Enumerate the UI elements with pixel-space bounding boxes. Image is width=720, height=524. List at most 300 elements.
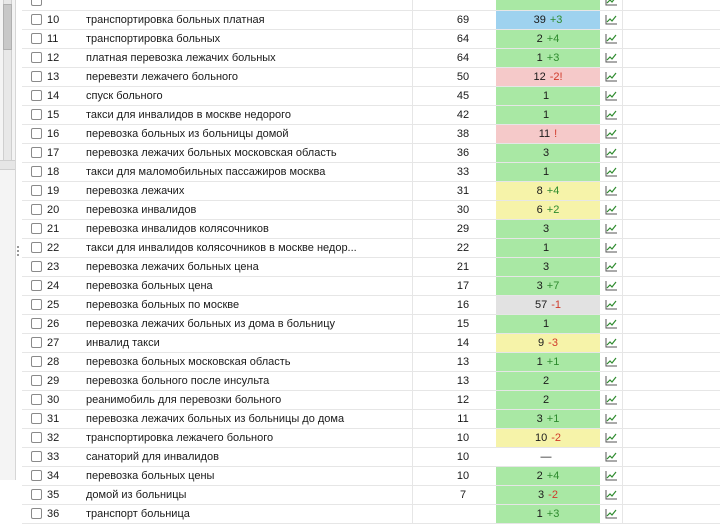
row-checkbox[interactable] [31,296,45,314]
row-checkbox[interactable] [31,372,45,390]
position-value: 2 [536,470,543,482]
row-number: 17 [47,147,60,159]
graph-button[interactable] [600,448,622,466]
table-row[interactable] [22,163,720,182]
line-chart-icon[interactable] [605,280,618,291]
table-row[interactable] [22,30,720,49]
line-chart-icon[interactable] [605,508,618,519]
graph-button[interactable] [600,30,622,48]
frequency-value: 33 [412,163,514,181]
column-divider [622,201,623,219]
table-row[interactable] [22,410,720,429]
table-row[interactable] [22,182,720,201]
line-chart-icon[interactable] [605,394,618,405]
line-chart-icon[interactable] [605,337,618,348]
row-number: 24 [47,280,60,292]
column-divider [622,410,623,428]
position-value: 11 [538,128,551,140]
row-number: 25 [47,299,60,311]
frequency-value: 21 [412,258,514,276]
table-row[interactable] [22,0,720,11]
column-divider [622,315,623,333]
line-chart-icon[interactable] [605,90,618,101]
checkbox-icon[interactable] [31,109,42,120]
checkbox-icon[interactable] [31,432,42,443]
graph-button[interactable] [600,296,622,314]
row-checkbox[interactable] [31,258,45,276]
checkbox-icon[interactable] [31,375,42,386]
graph-button[interactable] [600,315,622,333]
keyword-phrase: такси для маломобильных пассажиров москва [86,166,326,178]
row-number: 19 [47,185,60,197]
checkbox-icon[interactable] [31,33,42,44]
checkbox-icon[interactable] [31,185,42,196]
row-number: 10 [47,14,60,26]
table-row[interactable] [22,144,720,163]
frequency-value: 13 [412,372,514,390]
graph-button[interactable] [600,125,622,143]
keyword-phrase: перевезти лежачего больного [86,71,239,83]
column-divider [622,144,623,162]
position-value: 3 [536,280,543,292]
row-number: 18 [47,166,60,178]
keyword-phrase: перевозка больных цена [86,280,213,292]
frequency-value: 10 [412,467,514,485]
line-chart-icon[interactable] [605,318,618,329]
graph-button[interactable] [600,0,622,10]
row-number: 28 [47,356,60,368]
graph-button[interactable] [600,372,622,390]
position-cell [496,505,600,523]
position-change: -2 [551,432,562,444]
graph-button[interactable] [600,201,622,219]
row-checkbox[interactable] [31,220,45,238]
line-chart-icon[interactable] [605,166,618,177]
checkbox-icon[interactable] [31,166,42,177]
keyword-phrase: перевозка больных из больницы домой [86,128,289,140]
position-cell [496,372,600,390]
position-cell [496,410,600,428]
column-divider [622,239,623,257]
frequency-value: 45 [412,87,514,105]
keyword-phrase: транспортировка больных платная [86,14,265,26]
graph-button[interactable] [600,106,622,124]
column-divider [622,220,623,238]
checkbox-icon[interactable] [31,508,42,519]
table-row[interactable] [22,125,720,144]
table-row[interactable] [22,220,720,239]
checkbox-icon[interactable] [31,90,42,101]
row-checkbox[interactable] [31,391,45,409]
checkbox-icon[interactable] [31,52,42,63]
position-value: 57 [534,299,548,311]
position-cell [496,30,600,48]
line-chart-icon[interactable] [605,432,618,443]
table-row[interactable] [22,467,720,486]
splitter-grip-icon[interactable] [16,244,20,264]
checkbox-icon[interactable] [31,451,42,462]
row-checkbox[interactable] [31,87,45,105]
position-change: ! [554,128,558,140]
keyword-phrase: перевозка больного после инсульта [86,375,270,387]
checkbox-icon[interactable] [31,356,42,367]
row-number: 20 [47,204,60,216]
row-number: 22 [47,242,60,254]
row-number: 14 [47,90,60,102]
graph-button[interactable] [600,182,622,200]
graph-button[interactable] [600,68,622,86]
row-checkbox[interactable] [31,30,45,48]
frequency-value: 17 [412,277,514,295]
checkbox-icon[interactable] [31,280,42,291]
row-number: 13 [47,71,60,83]
position-cell [496,448,600,466]
keyword-phrase: транспортировка лежачего больного [86,432,274,444]
frequency-value: 30 [412,201,514,219]
row-checkbox[interactable] [31,125,45,143]
graph-button[interactable] [600,334,622,352]
position-value: 1 [542,109,550,121]
position-change: -1 [551,299,562,311]
row-number: 26 [47,318,60,330]
table-row[interactable] [22,315,720,334]
graph-button[interactable] [600,239,622,257]
graph-button[interactable] [600,277,622,295]
row-checkbox[interactable] [31,0,45,10]
column-divider [622,296,623,314]
position-cell [496,201,600,219]
frequency-value: 69 [412,11,514,29]
graph-button[interactable] [600,258,622,276]
line-chart-icon[interactable] [605,109,618,120]
position-value: 1 [542,166,550,178]
row-checkbox[interactable] [31,315,45,333]
row-checkbox[interactable] [31,353,45,371]
graph-button[interactable] [600,163,622,181]
column-divider [622,0,623,10]
position-cell [496,163,600,181]
line-chart-icon[interactable] [605,0,618,6]
keyword-phrase: перевозка больных цены [86,470,215,482]
row-checkbox[interactable] [31,410,45,428]
graph-button[interactable] [600,220,622,238]
line-chart-icon[interactable] [605,185,618,196]
row-checkbox[interactable] [31,49,45,67]
line-chart-icon[interactable] [605,52,618,63]
keyword-phrase: транспортировка больных [86,33,221,45]
row-number: 21 [47,223,60,235]
table-row[interactable] [22,68,720,87]
keyword-phrase: перевозка лежачих больных из больницы до дома [86,413,345,425]
keyword-phrase: перевозка лежачих [86,185,185,197]
position-change: +2 [546,204,560,216]
graph-button[interactable] [600,391,622,409]
line-chart-icon[interactable] [605,470,618,481]
row-checkbox[interactable] [31,429,45,447]
table-row[interactable] [22,49,720,68]
line-chart-icon[interactable] [605,413,618,424]
position-change: -2! [549,71,563,83]
column-divider [622,353,623,371]
checkbox-icon[interactable] [31,0,42,6]
position-cell [496,87,600,105]
keyword-phrase: перевозка инвалидов [86,204,197,216]
position-change: -2 [548,489,558,501]
graph-button[interactable] [600,87,622,105]
position-cell [496,277,600,295]
column-divider [622,125,623,143]
column-divider [622,448,623,466]
row-checkbox[interactable] [31,106,45,124]
frequency-value: 14 [412,334,514,352]
table-row[interactable] [22,277,720,296]
frequency-value: 64 [412,30,514,48]
frequency-value: 7 [412,486,514,504]
position-change: -3 [548,337,558,349]
keyword-phrase [86,0,408,10]
keyword-phrase: домой из больницы [86,489,187,501]
checkbox-icon[interactable] [31,394,42,405]
row-checkbox[interactable] [31,182,45,200]
checkbox-icon[interactable] [31,318,42,329]
position-cell [496,315,600,333]
row-number: 32 [47,432,60,444]
table-row[interactable] [22,486,720,505]
row-checkbox[interactable] [31,163,45,181]
row-number: 36 [47,508,60,520]
column-divider [622,49,623,67]
line-chart-icon[interactable] [605,242,618,253]
row-checkbox[interactable] [31,486,45,504]
frequency-value: 29 [412,220,514,238]
line-chart-icon[interactable] [605,489,618,500]
checkbox-icon[interactable] [31,71,42,82]
table-row[interactable] [22,372,720,391]
position-cell [496,391,600,409]
frequency-value: 10 [412,429,514,447]
keyword-phrase: такси для инвалидов колясочников в москве недор... [86,242,357,254]
keyword-phrase: транспорт больница [86,508,190,520]
row-checkbox[interactable] [31,334,45,352]
line-chart-icon[interactable] [605,223,618,234]
row-checkbox[interactable] [31,467,45,485]
row-checkbox[interactable] [31,201,45,219]
position-value: 10 [534,432,548,444]
keyword-phrase: инвалид такси [86,337,160,349]
table-row[interactable] [22,106,720,125]
position-change: +4 [546,470,560,482]
frequency-value: 13 [412,353,514,371]
line-chart-icon[interactable] [605,147,618,158]
position-value: 1 [536,356,543,368]
position-cell [496,220,600,238]
table-row[interactable] [22,448,720,467]
left-side-panel [0,0,16,480]
checkbox-icon[interactable] [31,299,42,310]
position-value: 8 [536,185,543,197]
column-divider [622,258,623,276]
table-row[interactable] [22,87,720,106]
column-divider [622,68,623,86]
row-number: 30 [47,394,60,406]
table-row[interactable] [22,201,720,220]
column-divider [622,505,623,523]
position-cell [496,182,600,200]
frequency-value: 38 [412,125,514,143]
row-number [47,0,77,10]
checkbox-icon[interactable] [31,223,42,234]
position-value: 1 [542,90,550,102]
position-cell [496,125,600,143]
graph-button[interactable] [600,467,622,485]
column-divider [622,277,623,295]
graph-button[interactable] [600,49,622,67]
position-cell [496,296,600,314]
keyword-phrase: платная перевозка лежачих больных [86,52,276,64]
position-value: 3 [542,147,550,159]
position-cell [496,11,600,29]
line-chart-icon[interactable] [605,128,618,139]
position-value: 39 [533,14,546,26]
frequency-value: 31 [412,182,514,200]
checkbox-icon[interactable] [31,128,42,139]
graph-button[interactable] [600,11,622,29]
frequency-value: 64 [412,49,514,67]
line-chart-icon[interactable] [605,204,618,215]
column-divider [622,11,623,29]
position-value: 2 [536,33,543,45]
line-chart-icon[interactable] [605,33,618,44]
graph-button[interactable] [600,144,622,162]
row-checkbox[interactable] [31,448,45,466]
keyword-phrase: спуск больного [86,90,163,102]
keyword-phrase: перевозка лежачих больных московская область [86,147,337,159]
checkbox-icon[interactable] [31,14,42,25]
row-number: 15 [47,109,60,121]
position-change: +3 [546,508,560,520]
table-row[interactable] [22,11,720,30]
table-row[interactable] [22,258,720,277]
position-change: +1 [546,413,560,425]
position-cell [496,0,600,10]
position-change: +3 [546,52,560,64]
line-chart-icon[interactable] [605,375,618,386]
position-change: +1 [546,356,560,368]
checkbox-icon[interactable] [31,242,42,253]
graph-button[interactable] [600,353,622,371]
checkbox-icon[interactable] [31,413,42,424]
position-value: 12 [533,71,546,83]
column-divider [622,467,623,485]
graph-button[interactable] [600,429,622,447]
row-number: 23 [47,261,60,273]
checkbox-icon[interactable] [31,261,42,272]
position-value: 1 [536,52,543,64]
position-value: 2 [542,394,550,406]
column-divider [622,486,623,504]
keyword-phrase: перевозка лежачих больных из дома в больницу [86,318,335,330]
position-value: 3 [538,489,545,501]
table-row[interactable] [22,353,720,372]
column-divider [622,334,623,352]
row-checkbox[interactable] [31,505,45,523]
table-row[interactable] [22,429,720,448]
frequency-value: 16 [412,296,514,314]
checkbox-icon[interactable] [31,204,42,215]
table-row[interactable] [22,334,720,353]
position-change: +3 [549,14,563,26]
row-checkbox[interactable] [31,144,45,162]
keyword-phrase: перевозка больных по москве [86,299,240,311]
position-change: +4 [546,185,560,197]
graph-button[interactable] [600,486,622,504]
row-number: 31 [47,413,60,425]
column-divider [622,87,623,105]
keyword-phrase: перевозка больных московская область [86,356,291,368]
left-scrollbar-thumb[interactable] [3,4,12,50]
checkbox-icon[interactable] [31,489,42,500]
checkbox-icon[interactable] [31,470,42,481]
graph-button[interactable] [600,410,622,428]
row-number: 35 [47,489,60,501]
position-cell [496,106,600,124]
line-chart-icon[interactable] [605,451,618,462]
table-row[interactable] [22,296,720,315]
row-checkbox[interactable] [31,11,45,29]
position-change: +4 [546,33,560,45]
row-number: 33 [47,451,60,463]
row-checkbox[interactable] [31,239,45,257]
row-number: 29 [47,375,60,387]
position-value: 9 [538,337,545,349]
position-value: 1 [542,242,550,254]
position-cell [496,429,600,447]
checkbox-icon[interactable] [31,147,42,158]
line-chart-icon[interactable] [605,14,618,25]
column-divider [622,106,623,124]
position-value: 3 [542,223,550,235]
column-divider [622,429,623,447]
keyword-phrase: такси для инвалидов в москве недорого [86,109,291,121]
table-row[interactable] [22,391,720,410]
frequency-value: 10 [412,448,514,466]
line-chart-icon[interactable] [605,356,618,367]
frequency-value: 42 [412,106,514,124]
row-number: 11 [47,33,59,45]
frequency-value: 36 [412,144,514,162]
column-divider [622,30,623,48]
line-chart-icon[interactable] [605,71,618,82]
position-cell [496,334,600,352]
position-cell [496,353,600,371]
line-chart-icon[interactable] [605,299,618,310]
position-value: 1 [542,318,550,330]
position-value: — [540,451,552,463]
row-checkbox[interactable] [31,68,45,86]
line-chart-icon[interactable] [605,261,618,272]
column-divider [622,391,623,409]
row-checkbox[interactable] [31,277,45,295]
keyword-phrase: перевозка лежачих больных цена [86,261,259,273]
checkbox-icon[interactable] [31,337,42,348]
position-value: 3 [536,413,543,425]
position-cell [496,49,600,67]
panel-divider [0,160,15,170]
graph-button[interactable] [600,505,622,523]
keyword-phrase: санаторий для инвалидов [86,451,219,463]
table-row[interactable] [22,239,720,258]
table-row[interactable] [22,505,720,524]
